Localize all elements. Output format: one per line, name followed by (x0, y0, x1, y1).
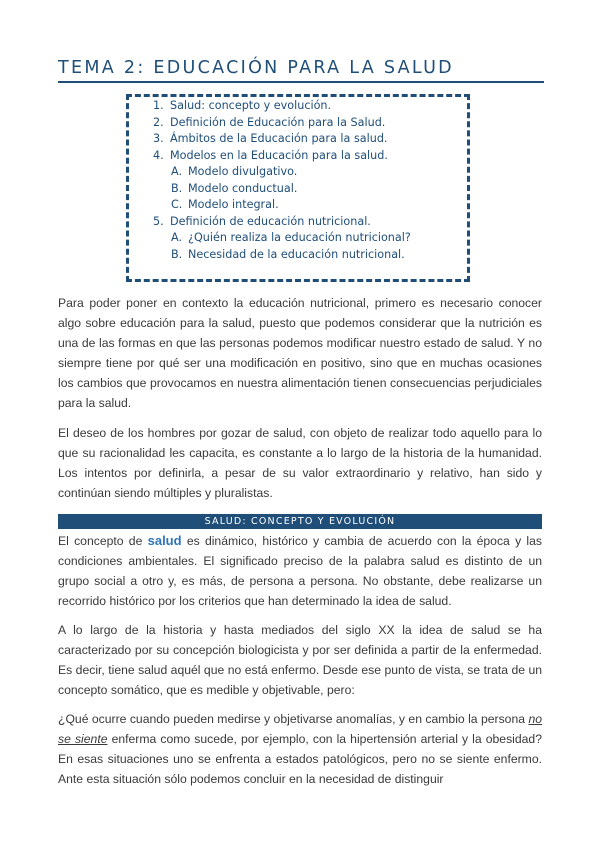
toc-number: 2. (153, 115, 164, 129)
toc-text: Modelo divulgativo. (188, 165, 298, 178)
toc-item (153, 148, 388, 164)
toc-text: Definición de Educación para la Salud. (170, 115, 386, 129)
toc-text: Necesidad de la educación nutricional. (188, 247, 405, 261)
toc-letter: B. (171, 181, 183, 195)
toc-text: Modelo integral. (188, 198, 279, 211)
keyword-salud: salud (147, 533, 182, 548)
emphasis-text: no se siente (58, 712, 542, 746)
intro-paragraph: El deseo de los hombres por gozar de salud, con objeto de realizar todo aquello para lo que su racionalidad les capacita, es constante a lo largo de la historia de la humanidad. Los intentos por definirla, a pesar de su valor extraordinario y relativo, han sido y continúan siendo múltiples y pluralistas. (58, 426, 542, 500)
toc-item (153, 115, 385, 131)
toc-subitem (171, 164, 297, 180)
intro-paragraph: Para poder poner en contexto la educación nutricional, primero es necesario conocer algo sobre educación para la salud, puesto que podemos considerar que la nutrición es una de las formas en que las personas podemos modificar nuestro estado de salud. Y no siempre tiene por qué ser una modificación en positivo, sino que en muchas ocasiones los cambios que provocamos en nuestra alimentación tienen consecuencias perjudiciales para la salud. (58, 296, 542, 410)
toc-text: Salud: concepto y evolución. (170, 99, 332, 112)
toc-letter: A. (171, 231, 183, 244)
toc-number: 1. (153, 99, 164, 112)
toc-subitem (171, 197, 279, 213)
toc-text: ¿Quién realiza la educación nutricional? (188, 231, 411, 244)
toc-number: 4. (153, 148, 164, 162)
paragraph-text: enferma como sucede, por ejemplo, con la hipertensión arterial y la obesidad? En esas situaciones uno se enfrenta a estados patológicos, pero no se siente enfermo. Ante esta situación sólo podemos concluir en la necesidad de distinguir (58, 732, 542, 786)
toc-subitem (171, 247, 405, 263)
toc-text: Modelo conductual. (188, 181, 298, 195)
table-of-contents (126, 94, 470, 282)
toc-letter: B. (171, 247, 183, 261)
paragraph-text: ¿Qué ocurre cuando pueden medirse y objetivarse anomalías, y en cambio la persona (58, 712, 529, 726)
toc-item (153, 98, 331, 114)
paragraph-text: El concepto de (58, 534, 148, 548)
toc-item (153, 214, 371, 230)
body-paragraph (58, 709, 542, 789)
body-paragraph: A lo largo de la historia y hasta mediados del siglo XX la idea de salud se ha caracterizado por su concepción biologicista y por ser definida a partir de la enfermedad. Es decir, tiene salud aquél que no está enfermo. Desde ese punto de vista, se trata de un concepto somático, que es medible y objetivable, pero: (58, 623, 542, 697)
toc-subitem (171, 181, 297, 197)
paragraph-text: es dinámico, histórico y cambia de acuerdo con la época y las condiciones ambientales. El significado preciso de la palabra salud es distinto de un grupo social a otro y, es más, de persona a persona. No obstante, debe realizarse un recorrido histórico por los criterios que han determinado la idea de salud. (58, 534, 542, 608)
toc-subitem (171, 230, 411, 246)
toc-number: 3. (153, 132, 164, 145)
toc-text: Ámbitos de la Educación para la salud. (170, 132, 388, 145)
toc-letter: C. (171, 198, 183, 211)
toc-text: Definición de educación nutricional. (170, 214, 371, 228)
toc-text: Modelos en la Educación para la salud. (170, 148, 388, 162)
body-paragraph (58, 531, 542, 611)
page-title: TEMA 2: EDUCACIÓN PARA LA SALUD (58, 58, 544, 83)
toc-item (153, 131, 387, 147)
toc-number: 5. (153, 214, 164, 228)
toc-letter: A. (171, 165, 183, 178)
section-heading: SALUD: CONCEPTO Y EVOLUCIÓN (58, 514, 542, 529)
